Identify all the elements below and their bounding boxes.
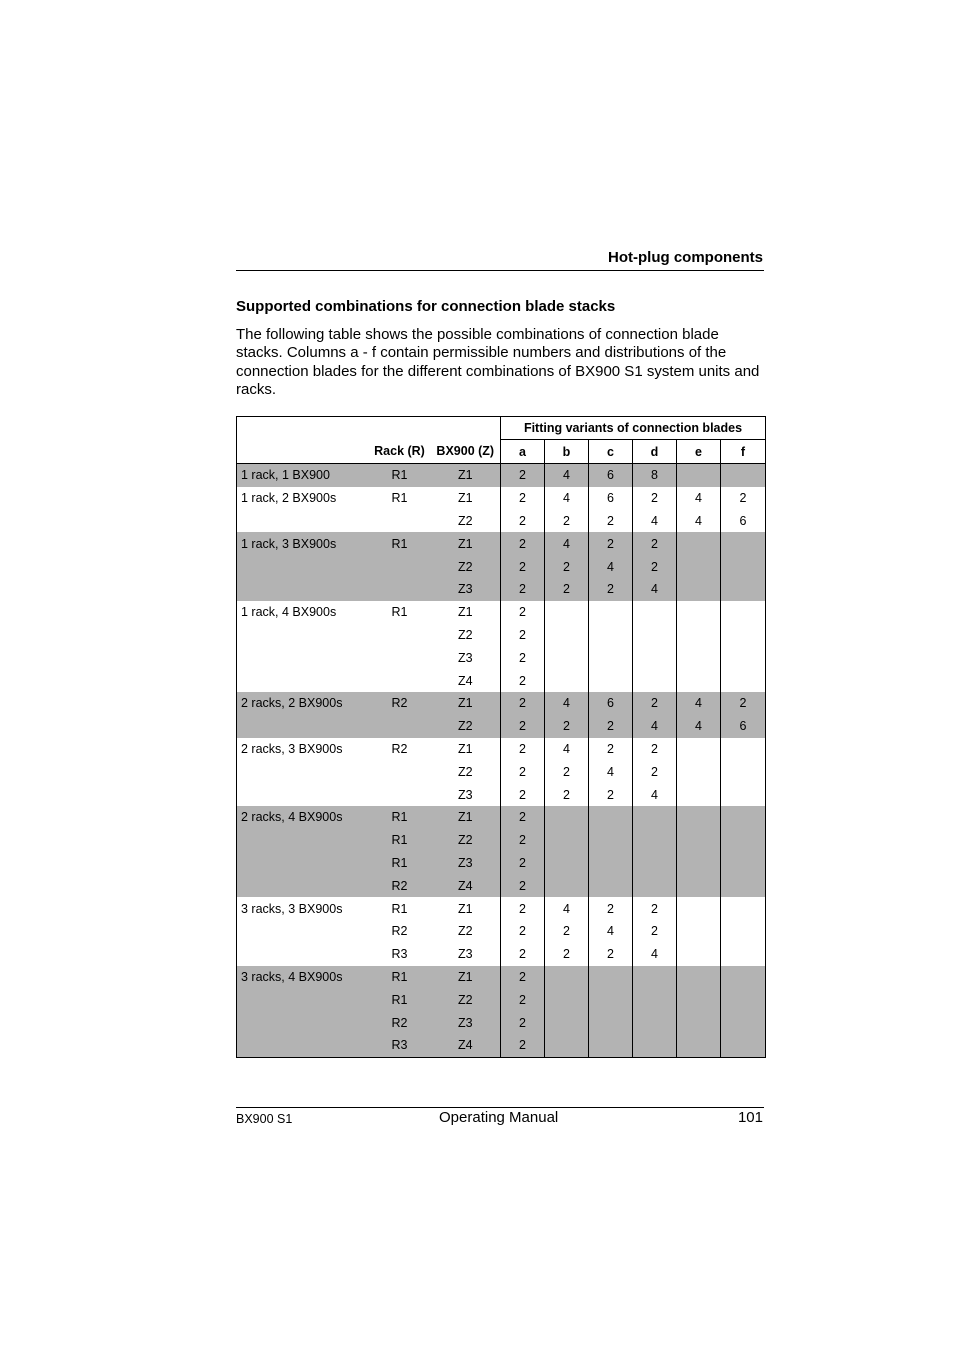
table-row	[237, 624, 766, 647]
variant-b-cell	[545, 624, 589, 647]
variant-b-cell	[545, 852, 589, 875]
variant-c-cell: 6	[589, 692, 633, 715]
combination-label-cell	[237, 578, 369, 601]
rack-cell	[369, 510, 431, 533]
table-row	[237, 806, 766, 829]
rack-cell	[369, 760, 431, 783]
variant-e-cell	[677, 1034, 721, 1057]
bx900-cell: Z4	[431, 874, 501, 897]
variant-a-cell: 2	[501, 692, 545, 715]
variant-e-cell	[677, 464, 721, 487]
bx900-cell: Z2	[431, 760, 501, 783]
variant-c-cell	[589, 852, 633, 875]
rack-cell: R1	[369, 852, 431, 875]
variant-a-cell: 2	[501, 510, 545, 533]
combination-label-cell	[237, 555, 369, 578]
variant-c-cell: 2	[589, 897, 633, 920]
bx900-cell: Z1	[431, 966, 501, 989]
bx900-cell: Z3	[431, 578, 501, 601]
variant-c-cell	[589, 646, 633, 669]
variant-e-cell	[677, 943, 721, 966]
table-row	[237, 920, 766, 943]
variant-c-cell	[589, 988, 633, 1011]
combination-label-cell	[237, 829, 369, 852]
variant-a-cell: 2	[501, 920, 545, 943]
header-rule	[236, 270, 764, 271]
variant-d-cell	[633, 966, 677, 989]
bx900-cell: Z2	[431, 920, 501, 943]
variant-d-cell: 2	[633, 920, 677, 943]
rack-cell	[369, 715, 431, 738]
table-row	[237, 738, 766, 761]
variant-f-cell	[721, 806, 766, 829]
footer-manual-title: Operating Manual	[439, 1109, 559, 1126]
variant-e-cell: 4	[677, 715, 721, 738]
rack-cell: R2	[369, 874, 431, 897]
variant-e-cell	[677, 532, 721, 555]
variant-f-cell	[721, 943, 766, 966]
fitting-variants-header: Fitting variants of connection blades	[501, 417, 766, 440]
variant-c-cell: 6	[589, 464, 633, 487]
variant-d-cell: 2	[633, 532, 677, 555]
combination-label-cell: 2 racks, 4 BX900s	[237, 806, 369, 829]
bx900-cell: Z1	[431, 897, 501, 920]
combination-label-cell	[237, 852, 369, 875]
table-body	[237, 464, 766, 1058]
table-row	[237, 715, 766, 738]
table-row	[237, 966, 766, 989]
combination-label-cell	[237, 943, 369, 966]
variant-a-cell: 2	[501, 487, 545, 510]
variant-b-cell	[545, 988, 589, 1011]
variant-b-cell	[545, 874, 589, 897]
variant-d-cell	[633, 874, 677, 897]
variant-d-cell: 4	[633, 783, 677, 806]
rack-cell: R1	[369, 988, 431, 1011]
variant-b-cell: 4	[545, 692, 589, 715]
variant-a-cell: 2	[501, 988, 545, 1011]
combination-label-cell	[237, 1034, 369, 1057]
rack-cell	[369, 646, 431, 669]
variant-e-cell	[677, 920, 721, 943]
variant-f-cell	[721, 988, 766, 1011]
rack-cell: R3	[369, 1034, 431, 1057]
table-row	[237, 510, 766, 533]
rack-cell: R3	[391, 947, 408, 962]
variant-a-cell: 2	[501, 783, 545, 806]
variant-c-cell	[589, 966, 633, 989]
table-row	[237, 1034, 766, 1057]
variant-f-cell	[721, 738, 766, 761]
variant-f-cell	[721, 624, 766, 647]
rack-column-header: Rack (R)	[369, 440, 431, 464]
variant-e-header: e	[677, 440, 721, 464]
variant-b-cell: 4	[545, 897, 589, 920]
variant-e-cell: 4	[677, 510, 721, 533]
variant-c-header: c	[589, 440, 633, 464]
combination-label-cell: 1 rack, 2 BX900s	[241, 491, 337, 506]
variant-a-cell: 2	[501, 897, 545, 920]
variant-f-cell	[721, 783, 766, 806]
variant-b-cell: 2	[545, 578, 589, 601]
bx900-cell: Z1	[431, 464, 501, 487]
variant-f-cell: 2	[721, 692, 766, 715]
variant-d-header: d	[633, 440, 677, 464]
variant-d-cell: 4	[633, 943, 677, 966]
variant-b-cell: 2	[545, 943, 589, 966]
bx900-cell: Z1	[431, 738, 501, 761]
combination-label-cell	[237, 988, 369, 1011]
table-row	[237, 532, 766, 555]
variant-e-cell	[677, 988, 721, 1011]
variant-f-cell	[721, 829, 766, 852]
variant-c-cell: 2	[589, 715, 633, 738]
variant-c-cell: 2	[589, 943, 633, 966]
variant-e-cell	[677, 738, 721, 761]
table-row	[237, 943, 766, 966]
variant-b-cell: 2	[545, 920, 589, 943]
table-header-row-1	[237, 417, 766, 440]
bx900-cell: Z1	[431, 487, 501, 510]
variant-f-cell	[721, 966, 766, 989]
variant-e-cell	[677, 624, 721, 647]
table-row	[237, 852, 766, 875]
variant-a-cell: 2	[501, 669, 545, 692]
bx900-cell: Z2	[431, 829, 501, 852]
variant-e-cell	[677, 646, 721, 669]
table-row	[237, 692, 766, 715]
combination-label-cell: 3 racks, 3 BX900s	[241, 901, 343, 916]
bx900-cell: Z4	[431, 669, 501, 692]
variant-c-cell	[589, 1034, 633, 1057]
variant-c-cell	[589, 874, 633, 897]
variant-b-cell: 4	[545, 464, 589, 487]
rack-cell	[369, 669, 431, 692]
variant-f-cell	[721, 1034, 766, 1057]
variant-d-cell	[633, 829, 677, 852]
table-row	[237, 760, 766, 783]
variant-f-cell: 6	[721, 715, 766, 738]
rack-cell	[369, 578, 431, 601]
variant-f-cell: 6	[739, 513, 747, 528]
variant-e-cell	[677, 1011, 721, 1034]
variant-a-cell: 2	[501, 874, 545, 897]
variant-c-cell	[589, 624, 633, 647]
variant-b-cell: 2	[545, 510, 589, 533]
variant-f-cell	[721, 555, 766, 578]
bx900-cell: Z3	[431, 943, 501, 966]
page-number: 101	[737, 1109, 763, 1126]
bx900-cell: Z3	[431, 1011, 501, 1034]
header-blank	[431, 417, 501, 440]
bx900-cell: Z2	[431, 715, 501, 738]
combination-label-cell	[237, 920, 369, 943]
variant-a-cell: 2	[501, 464, 545, 487]
combination-label-cell	[237, 510, 369, 533]
variant-d-cell: 2	[633, 760, 677, 783]
combination-label-cell: 2 racks, 3 BX900s	[241, 741, 343, 756]
rack-cell: R1	[369, 532, 431, 555]
variant-a-cell: 2	[501, 555, 545, 578]
variant-d-cell	[633, 601, 677, 624]
variant-f-header: f	[721, 440, 766, 464]
variant-b-cell	[545, 829, 589, 852]
intro-paragraph: The following table shows the possible combinations of connection blade stacks. Columns a - f contain permissible numbers and distributions of the connection blades for the different combinations of BX900 S1 system units and racks.	[236, 326, 760, 398]
variant-e-cell	[677, 874, 721, 897]
variant-e-cell	[677, 760, 721, 783]
variant-c-cell: 2	[589, 510, 633, 533]
running-header: Hot-plug components	[608, 249, 763, 266]
rack-cell	[369, 555, 431, 578]
bx900-cell: Z2	[431, 555, 501, 578]
rack-cell: R2	[391, 924, 408, 939]
bx900-column-header: BX900 (Z)	[431, 440, 501, 464]
variant-e-cell	[677, 601, 721, 624]
variant-d-cell: 2	[633, 555, 677, 578]
table-row	[237, 487, 766, 510]
variant-b-cell: 4	[545, 532, 589, 555]
combination-label-cell: 1 rack, 1 BX900	[237, 464, 369, 487]
table-row	[237, 988, 766, 1011]
rack-cell: R1	[391, 491, 408, 506]
combinations-table	[236, 416, 766, 1058]
variant-f-cell: 2	[739, 491, 747, 506]
bx900-cell: Z3	[431, 646, 501, 669]
table-row	[237, 1011, 766, 1034]
variant-f-cell	[721, 464, 766, 487]
combination-label-cell	[237, 669, 369, 692]
variant-a-cell: 2	[501, 578, 545, 601]
variant-f-cell	[721, 1011, 766, 1034]
rack-cell	[369, 624, 431, 647]
variant-a-cell: 2	[501, 1011, 545, 1034]
variant-b-cell	[545, 1034, 589, 1057]
table-row	[237, 646, 766, 669]
variant-b-cell: 2	[545, 555, 589, 578]
variant-c-cell	[589, 806, 633, 829]
variant-f-cell	[721, 601, 766, 624]
combination-label-cell	[237, 760, 369, 783]
variant-f-cell	[721, 532, 766, 555]
variant-a-cell: 2	[501, 624, 545, 647]
variant-d-cell	[633, 624, 677, 647]
variant-a-cell: 2	[501, 646, 545, 669]
combination-label-cell: 2 racks, 2 BX900s	[237, 692, 369, 715]
table-row	[237, 829, 766, 852]
variant-b-cell: 2	[545, 715, 589, 738]
variant-e-cell	[677, 783, 721, 806]
variant-f-cell	[721, 852, 766, 875]
variant-a-cell: 2	[501, 532, 545, 555]
table-row	[237, 601, 766, 624]
bx900-cell: Z1	[431, 806, 501, 829]
variant-c-cell: 4	[589, 920, 633, 943]
variant-a-cell: 2	[501, 715, 545, 738]
table-row	[237, 783, 766, 806]
variant-f-cell	[721, 646, 766, 669]
variant-d-cell: 2	[633, 692, 677, 715]
variant-c-cell	[589, 669, 633, 692]
variant-c-cell: 4	[589, 555, 633, 578]
variant-b-cell	[545, 806, 589, 829]
variant-d-cell	[633, 1011, 677, 1034]
bx900-cell: Z2	[431, 624, 501, 647]
table-row	[237, 578, 766, 601]
variant-f-cell	[721, 874, 766, 897]
variant-e-cell	[677, 669, 721, 692]
variant-b-header: b	[545, 440, 589, 464]
footer-product: BX900 S1	[236, 1112, 293, 1126]
variant-c-cell: 6	[589, 487, 633, 510]
variant-f-cell	[721, 920, 766, 943]
footer-rule	[236, 1107, 764, 1108]
variant-a-cell: 2	[501, 943, 545, 966]
combination-label-cell: 1 rack, 4 BX900s	[241, 605, 337, 620]
variant-d-cell	[633, 646, 677, 669]
variant-e-cell: 4	[677, 692, 721, 715]
variant-a-cell: 2	[501, 738, 545, 761]
variant-a-cell: 2	[501, 1034, 545, 1057]
bx900-cell: Z1	[431, 601, 501, 624]
variant-b-cell	[545, 1011, 589, 1034]
variant-c-cell: 2	[589, 783, 633, 806]
variant-a-cell: 2	[501, 829, 545, 852]
bx900-cell: Z1	[431, 532, 501, 555]
header-blank	[237, 440, 369, 464]
combination-label-cell: 1 rack, 3 BX900s	[237, 532, 369, 555]
variant-b-cell	[545, 646, 589, 669]
variant-e-cell: 4	[677, 487, 721, 510]
variant-b-cell: 2	[545, 760, 589, 783]
table-row	[237, 897, 766, 920]
variant-c-cell: 2	[589, 532, 633, 555]
rack-cell: R1	[391, 901, 408, 916]
variant-a-cell: 2	[501, 760, 545, 783]
variant-f-cell	[721, 760, 766, 783]
variant-d-cell: 2	[633, 897, 677, 920]
variant-f-cell	[721, 897, 766, 920]
bx900-cell: Z2	[431, 510, 501, 533]
bx900-cell: Z2	[431, 988, 501, 1011]
combination-label-cell	[237, 1011, 369, 1034]
table-row	[237, 555, 766, 578]
variant-c-cell: 2	[589, 578, 633, 601]
header-blank	[237, 417, 369, 440]
variant-a-cell: 2	[501, 601, 545, 624]
variant-d-cell: 4	[633, 510, 677, 533]
variant-d-cell: 4	[633, 715, 677, 738]
variant-d-cell: 4	[633, 578, 677, 601]
variant-e-cell	[677, 578, 721, 601]
variant-b-cell	[545, 601, 589, 624]
variant-b-cell: 2	[545, 783, 589, 806]
table-row	[237, 874, 766, 897]
combination-label-cell	[237, 646, 369, 669]
rack-cell: R2	[369, 692, 431, 715]
variant-e-cell	[677, 806, 721, 829]
variant-e-cell	[677, 897, 721, 920]
variant-c-cell	[589, 1011, 633, 1034]
rack-cell: R1	[369, 464, 431, 487]
variant-f-cell	[721, 578, 766, 601]
bx900-cell: Z3	[431, 783, 501, 806]
section-title: Supported combinations for connection blade stacks	[236, 298, 616, 315]
variant-d-cell	[633, 852, 677, 875]
variant-a-cell: 2	[501, 806, 545, 829]
variant-d-cell: 8	[633, 464, 677, 487]
table-row	[237, 669, 766, 692]
variant-e-cell	[677, 966, 721, 989]
variant-c-cell: 2	[589, 738, 633, 761]
combination-label-cell	[237, 624, 369, 647]
bx900-cell: Z3	[431, 852, 501, 875]
variant-b-cell: 4	[545, 738, 589, 761]
variant-d-cell	[633, 1034, 677, 1057]
rack-cell: R1	[391, 605, 408, 620]
variant-d-cell: 2	[633, 487, 677, 510]
rack-cell: R2	[369, 1011, 431, 1034]
rack-cell: R1	[369, 829, 431, 852]
variant-d-cell	[633, 988, 677, 1011]
variant-e-cell	[677, 555, 721, 578]
combination-label-cell	[237, 715, 369, 738]
table-row	[237, 464, 766, 487]
bx900-cell: Z4	[431, 1034, 501, 1057]
variant-a-cell: 2	[501, 852, 545, 875]
variant-d-cell	[633, 806, 677, 829]
rack-cell: R2	[391, 741, 408, 756]
variant-d-cell: 2	[633, 738, 677, 761]
table-header-row-2	[237, 440, 766, 464]
variant-e-cell	[677, 829, 721, 852]
rack-cell: R1	[369, 806, 431, 829]
variant-c-cell	[589, 829, 633, 852]
variant-f-cell	[721, 669, 766, 692]
variant-c-cell	[589, 601, 633, 624]
variant-b-cell	[545, 669, 589, 692]
variant-b-cell	[545, 966, 589, 989]
bx900-cell: Z1	[431, 692, 501, 715]
header-blank	[369, 417, 431, 440]
variant-c-cell: 4	[589, 760, 633, 783]
rack-cell	[369, 783, 431, 806]
variant-e-cell	[677, 852, 721, 875]
combination-label-cell	[237, 783, 369, 806]
combination-label-cell	[237, 874, 369, 897]
variant-a-header: a	[501, 440, 545, 464]
variant-a-cell: 2	[501, 966, 545, 989]
variant-b-cell: 4	[545, 487, 589, 510]
combination-label-cell: 3 racks, 4 BX900s	[237, 966, 369, 989]
rack-cell: R1	[369, 966, 431, 989]
variant-d-cell	[633, 669, 677, 692]
